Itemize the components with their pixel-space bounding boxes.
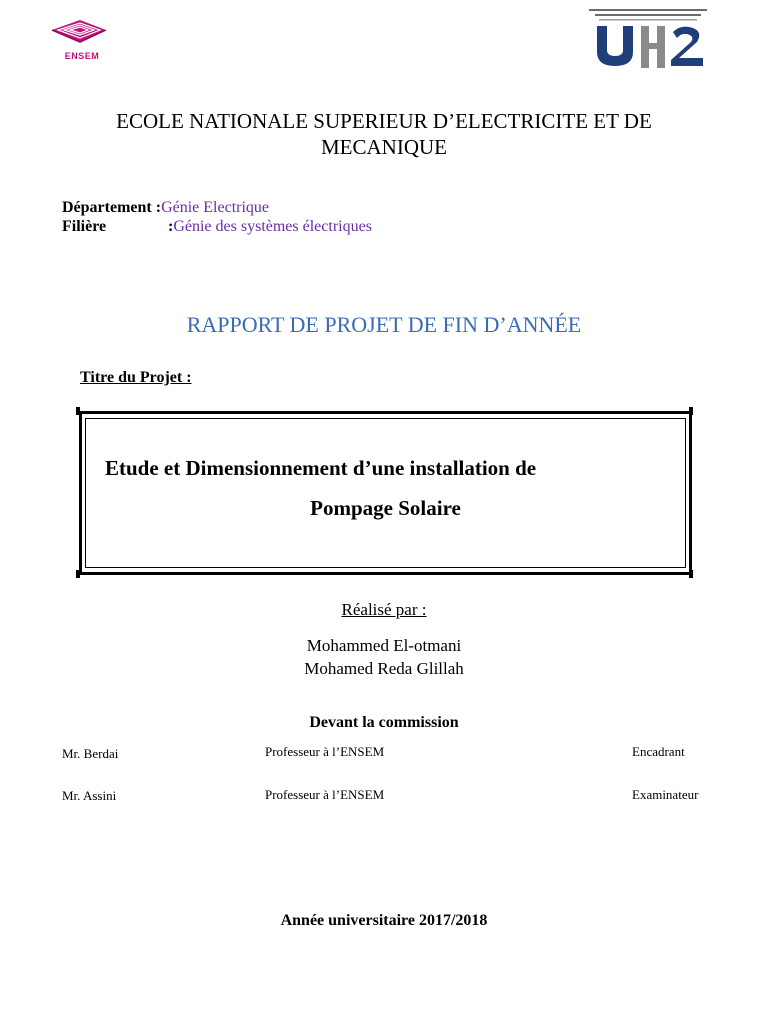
- frame-corner-br: [689, 570, 693, 578]
- member-role: Encadrant: [632, 744, 685, 759]
- school-name: [40, 108, 728, 160]
- filiere-label: Filière: [62, 218, 107, 235]
- author-name: Mohammed El-otmani: [306, 636, 462, 655]
- ensem-logo-graphic: [44, 18, 114, 52]
- report-title: RAPPORT DE PROJET DE FIN D’ANNÉE: [186, 312, 582, 337]
- authors-label: Réalisé par :: [341, 600, 427, 619]
- project-title-line1: Etude et Dimensionnement d’une installation de: [105, 456, 537, 480]
- filiere-row: [62, 217, 372, 237]
- academic-year: Année universitaire 2017/2018: [280, 912, 488, 929]
- project-title-inner-frame: [85, 418, 686, 568]
- project-title-label: Titre du Projet :: [80, 369, 192, 386]
- member-role: Examinateur: [632, 787, 699, 802]
- commission-title: Devant la commission: [309, 714, 459, 731]
- department-row: [62, 198, 269, 218]
- frame-corner-tl: [76, 407, 80, 415]
- department-value: Génie Electrique: [161, 199, 270, 216]
- filiere-value: Génie des systèmes électriques: [173, 218, 372, 235]
- member-name: Mr. Assini: [62, 788, 117, 803]
- member-name: Mr. Berdai: [62, 746, 119, 761]
- member-title: Professeur à l’ENSEM: [265, 787, 385, 802]
- uh2c-logo: [585, 6, 711, 74]
- project-title-line2: Pompage Solaire: [310, 496, 461, 520]
- frame-corner-tr: [689, 407, 693, 415]
- school-name-line2: MECANIQUE: [321, 135, 447, 159]
- uh2c-logo-graphic: [585, 6, 711, 74]
- ensem-logo: [44, 18, 114, 64]
- department-label: Département :: [62, 199, 162, 216]
- frame-corner-bl: [76, 570, 80, 578]
- school-name-line1: ECOLE NATIONALE SUPERIEUR D’ELECTRICITE ET DE: [116, 109, 652, 133]
- filiere-separator: :: [168, 218, 174, 235]
- author-name: Mohamed Reda Glillah: [304, 659, 464, 678]
- member-title: Professeur à l’ENSEM: [265, 744, 385, 759]
- ensem-logo-text: ENSEM: [64, 51, 100, 61]
